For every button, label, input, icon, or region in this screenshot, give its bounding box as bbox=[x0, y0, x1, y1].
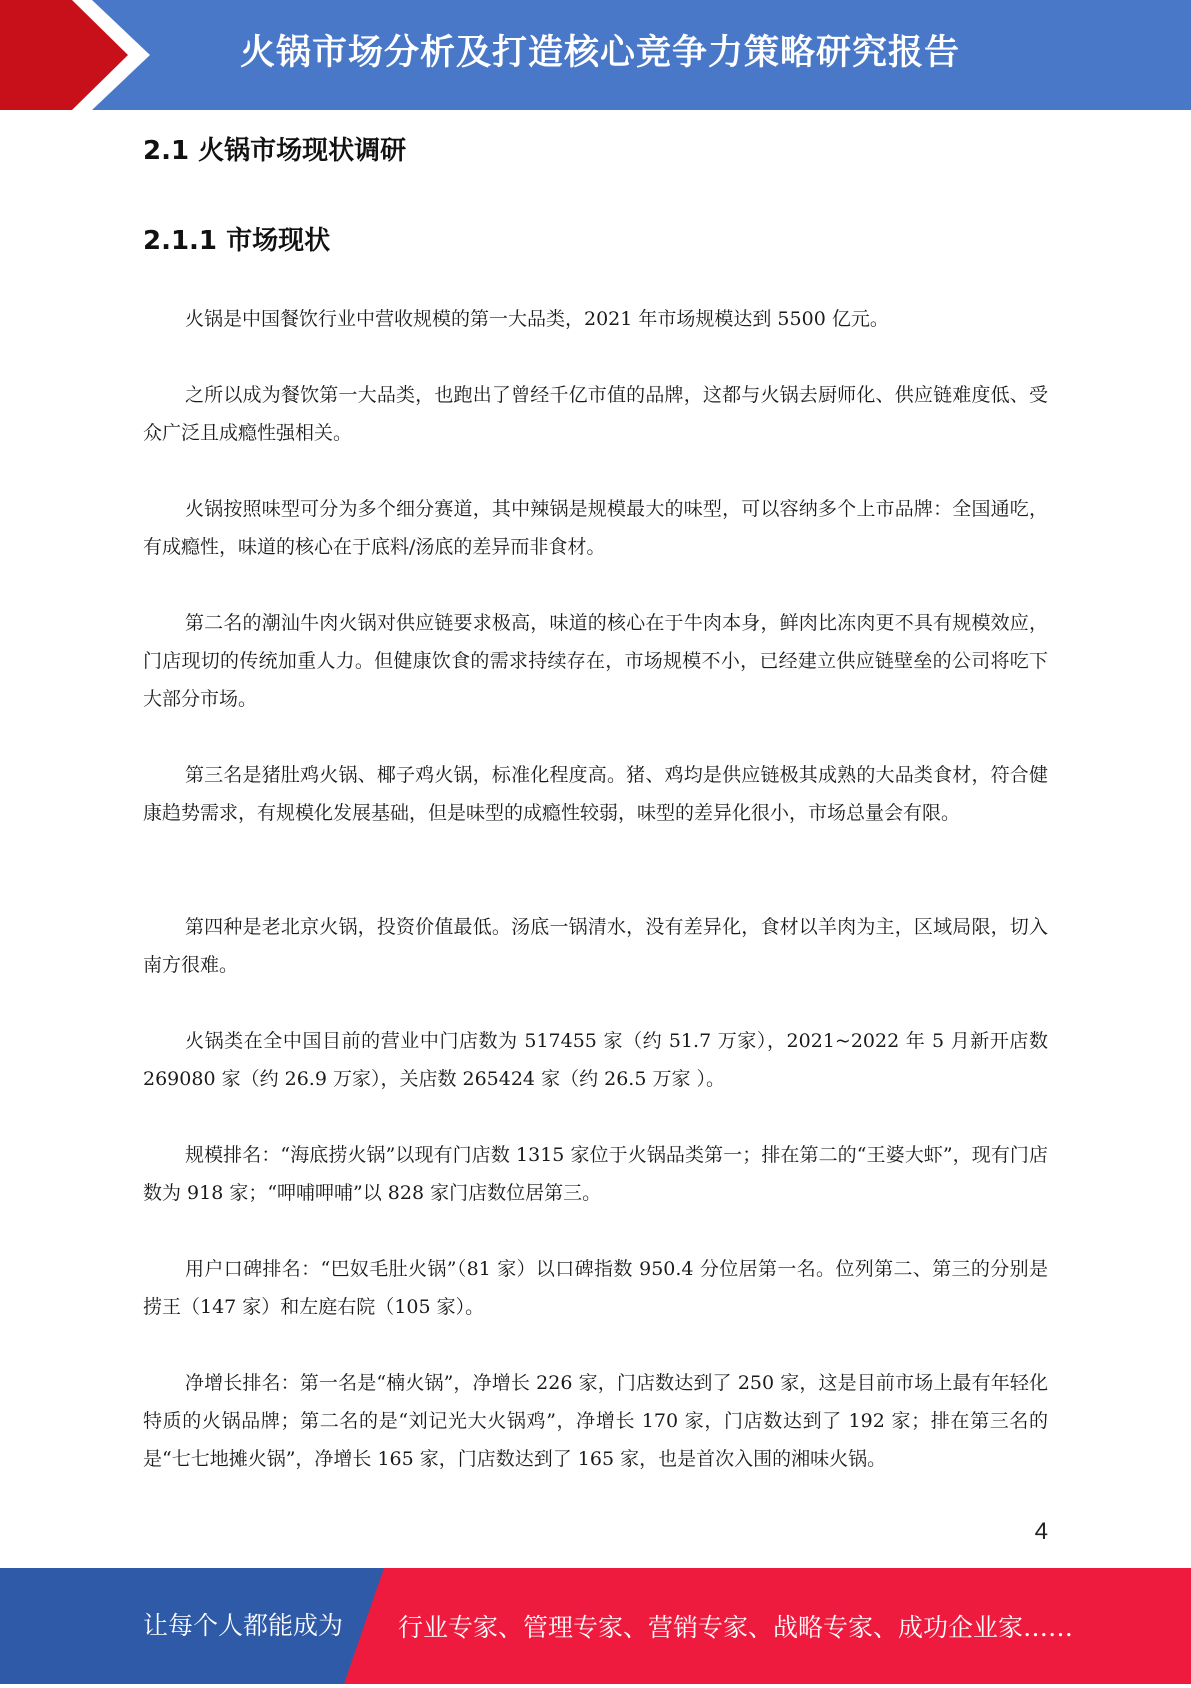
paragraph-largest-category: 之所以成为餐饮第一大品类，也跑出了曾经千亿市值的品牌，这都与火锅去厨师化、供应链难度低、受众广泛且成瘾性强相关。 bbox=[143, 384, 1048, 444]
footer-slogan-right: 行业专家、管理专家、营销专家、战略专家、成功企业家…… bbox=[398, 1613, 1074, 1642]
paragraph-reputation-ranking: 用户口碑排名：“巴奴毛肚火锅”（81 家）以口碑指数 950.4 分位居第一名。位列第二、第三的分别是捞王（147 家）和左庭右院（105 家）。 bbox=[143, 1258, 1048, 1318]
subsection-heading: 2.1.1 市场现状 bbox=[143, 226, 331, 256]
paragraph-pork-chicken: 第三名是猪肚鸡火锅、椰子鸡火锅，标准化程度高。猪、鸡均是供应链极其成熟的大品类食材，符合健康趋势需求，有规模化发展基础，但是味型的成瘾性较弱，味型的差异化很小，市场总量会有限。 bbox=[143, 764, 1048, 824]
section-heading: 2.1 火锅市场现状调研 bbox=[143, 136, 407, 166]
footer-slogan-left: 让每个人都能成为 bbox=[143, 1611, 344, 1640]
paragraph-old-beijing: 第四种是老北京火锅，投资价值最低。汤底一锅清水，没有差异化，食材以羊肉为主，区域局限，切入南方很难。 bbox=[143, 916, 1048, 976]
paragraph-market-size: 火锅是中国餐饮行业中营收规模的第一大品类，2021 年市场规模达到 5500 亿元。 bbox=[185, 308, 889, 330]
report-footer bbox=[0, 1568, 1191, 1684]
paragraph-chaoshan-beef: 第二名的潮汕牛肉火锅对供应链要求极高，味道的核心在于牛肉本身，鲜肉比冻肉更不具有规模效应，门店现切的传统加重人力。但健康饮食的需求持续存在，市场规模不小，已经建立供应链壁垒的公司将吃下大部分市场。 bbox=[143, 612, 1048, 710]
paragraph-store-counts: 火锅类在全中国目前的营业中门店数为 517455 家（约 51.7 万家），2021~2022 年 5 月新开店数 269080 家（约 26.9 万家），关店数 265424 家（约 26.5 万家 ）。 bbox=[143, 1030, 1048, 1090]
report-header bbox=[0, 0, 1191, 110]
paragraph-scale-ranking: 规模排名：“海底捞火锅”以现有门店数 1315 家位于火锅品类第一；排在第二的“王婆大虾”，现有门店数为 918 家；“呷哺呷哺”以 828 家门店数位居第三。 bbox=[143, 1144, 1048, 1204]
paragraph-growth-ranking: 净增长排名：第一名是“楠火锅”，净增长 226 家，门店数达到了 250 家，这是目前市场上最有年轻化特质的火锅品牌；第二名的是“刘记光大火锅鸡”，净增长 170 家，门店数达到了 192 家；排在第三名的是“七七地摊火锅”，净增长 165 家，门店数达到了 165 家，也是首次入围的湘味火锅。 bbox=[143, 1372, 1048, 1470]
paragraph-spicy-hotpot: 火锅按照味型可分为多个细分赛道，其中辣锅是规模最大的味型，可以容纳多个上市品牌：全国通吃，有成瘾性，味道的核心在于底料/汤底的差异而非食材。 bbox=[143, 498, 1048, 558]
report-title: 火锅市场分析及打造核心竞争力策略研究报告 bbox=[240, 33, 961, 73]
header-chevron-graphic bbox=[0, 0, 160, 110]
page-number: 4 bbox=[1034, 1518, 1048, 1545]
